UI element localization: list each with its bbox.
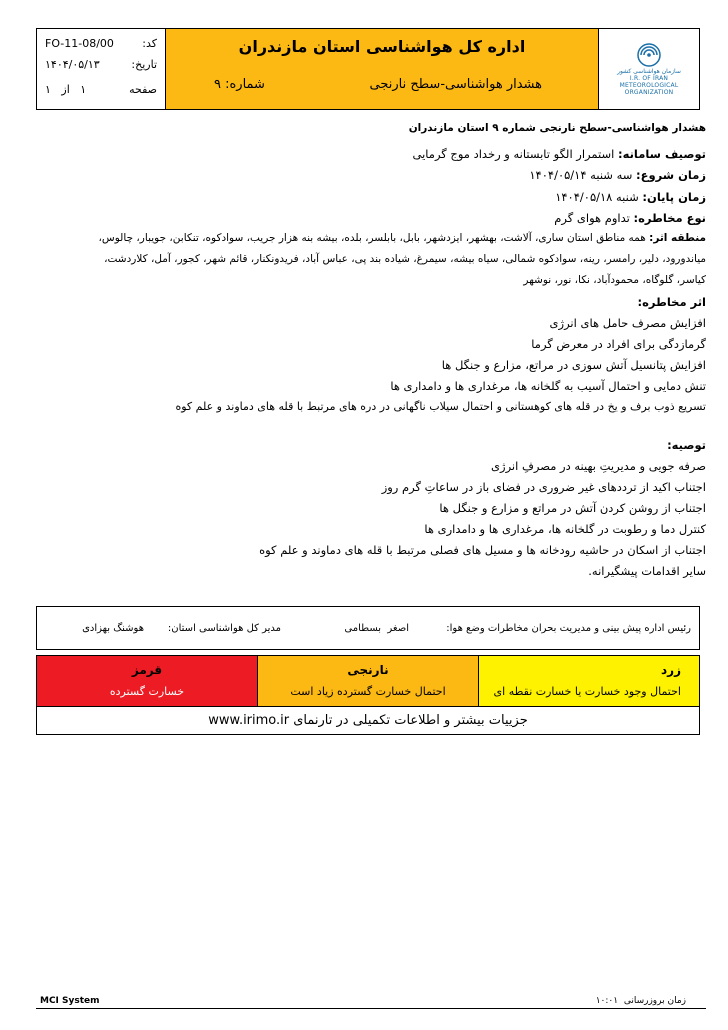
level-orange	[258, 656, 479, 706]
end-row	[555, 190, 706, 204]
legend-levels	[37, 656, 699, 707]
code-label: کد:	[142, 37, 157, 50]
level-red-desc: خسارت گسترده	[109, 685, 185, 698]
level-red-name: قرمز	[131, 663, 163, 677]
document-meta	[37, 29, 165, 109]
level-red	[37, 656, 258, 706]
advice-item: کنترل دما و رطوبت در گلخانه ها، مرغداری ها و دامداری ها	[424, 522, 706, 536]
advice-item: اجتناب اکید از ترددهای غیر ضروری در فضای باز در ساعاتِ گرم روز	[381, 480, 706, 494]
head-name: اصغر بسطامی	[344, 623, 409, 634]
date-label: تاریخ:	[131, 58, 157, 71]
level-yellow	[479, 656, 699, 706]
system-label: توصیف سامانه:	[618, 147, 706, 161]
area-label: منطقه اثر:	[649, 232, 706, 244]
footer-divider	[36, 1008, 706, 1009]
type-row	[554, 211, 706, 225]
severity-legend	[36, 655, 700, 735]
start-row	[529, 168, 706, 182]
logo-emblem-icon	[632, 42, 666, 68]
system-row	[413, 147, 707, 161]
effect-item: تسریع ذوب برف و یخ در قله های کوهستانی و احتمال سیلاب ناگهانی در دره های مرتبط با قله های دماوند و علم کوه	[175, 400, 706, 413]
warning-subtitle: هشدار هواشناسی-سطح نارنجی	[369, 77, 542, 92]
advice-label: توصیه:	[667, 438, 706, 452]
level-yellow-name: زرد	[661, 663, 681, 677]
code-value: FO-11-08/00	[45, 37, 114, 50]
advice-item: اجتناب از روشن کردن آتش در مراتع و مزارع و جنگل ها	[439, 501, 706, 515]
date-row	[45, 58, 157, 71]
level-orange-name: نارنجی	[347, 663, 389, 677]
date-value: ۱۴۰۴/۰۵/۱۳	[45, 58, 100, 71]
body-heading: هشدار هواشناسی-سطح نارنجی شماره ۹ استان مازندران	[408, 122, 706, 134]
advice-item: صرفه جویی و مدیریتِ بهینه در مصرفِ انرژی	[491, 459, 706, 473]
effect-item: تنش دمایی و احتمال آسیب به گلخانه ها، مرغداری ها و دامداری ها	[390, 379, 706, 393]
level-orange-desc: احتمال خسارت گسترده زیاد است	[290, 685, 446, 698]
signature-box	[36, 606, 700, 650]
end-label: زمان پایان:	[642, 190, 706, 204]
end-value: شنبه ۱۴۰۴/۰۵/۱۸	[555, 190, 639, 204]
start-value: سه شنبه ۱۴۰۴/۰۵/۱۴	[529, 168, 633, 182]
type-label: نوع مخاطره:	[633, 211, 706, 225]
director-label: مدیر کل هواشناسی استان:	[167, 623, 281, 634]
website-note: جزییات بیشتر و اطلاعات تکمیلی در تارنمای www.irimo.ir	[208, 713, 528, 728]
system-value: استمرار الگو تابستانه و رخداد موج گرمایی	[412, 147, 615, 161]
organization-logo	[598, 29, 699, 109]
header-title-panel	[165, 29, 598, 109]
logo-text-en-3: ORGANIZATION	[624, 89, 674, 96]
effect-item: افزایش پتانسیل آتش سوزی در مراتع، مزارع و جنگل ها	[441, 358, 706, 372]
start-label: زمان شروع:	[636, 168, 706, 182]
warning-number: شماره: ۹	[214, 77, 265, 92]
effects-label: اثر مخاطره:	[637, 295, 706, 309]
code-row	[45, 37, 157, 50]
area-line-2: میاندورود، دلیر، رامسر، رینه، سوادکوه شمالی، سیاه بیشه، سیمرغ، شیاده بند پی، عباس آباد، فریدونکنار، قائم شهر، کجور، آمل، کلاردشت،	[104, 253, 706, 265]
document-header	[36, 28, 700, 110]
director-name: هوشنگ بهزادی	[82, 623, 144, 634]
page-label: صفحه	[129, 83, 157, 96]
warning-body	[22, 120, 706, 590]
area-row	[99, 232, 706, 244]
system-name: MCI System	[40, 996, 100, 1006]
effect-item: افزایش مصرف حامل های انرژی	[549, 316, 706, 330]
logo-text-fa: سازمان هواشناسی کشور	[617, 68, 681, 75]
page-value: ۱ از ۱	[45, 83, 87, 96]
area-line-3: کیاسر، گلوگاه، محمودآباد، نکا، نور، نوشهر	[523, 274, 706, 286]
logo-text-en-1: I.R. OF IRAN	[629, 75, 669, 82]
advice-item: سایر اقدامات پیشگیرانه.	[588, 564, 706, 578]
area-line-1: همه مناطق استان ساری، آلاشت، بهشهر، ایزدشهر، بابل، بابلسر، بلده، بیشه بنه هزار جریب، سوادکوه، تنکابن، جویبار، چالوس،	[98, 232, 646, 244]
type-value: تداوم هوای گرم	[554, 211, 630, 225]
head-label: رئیس اداره پیش بینی و مدیریت بحران مخاطرات وضع هوا:	[446, 623, 691, 634]
logo-text-en-2: METEOROLOGICAL	[619, 82, 679, 89]
advice-item: اجتناب از اسکان در حاشیه رودخانه ها و مسیل های فصلی مرتبط با قله های دماوند و علم کوه	[259, 543, 706, 557]
update-time: زمان بروزرسانی ۱۰:۰۱	[595, 996, 686, 1006]
page-row	[45, 83, 157, 96]
office-title: اداره کل هواشناسی استان مازندران	[238, 37, 526, 56]
level-yellow-desc: احتمال وجود خسارت یا خسارت نقطه ای	[493, 685, 681, 698]
effect-item: گرمازدگی برای افراد در معرض گرما	[531, 337, 706, 351]
